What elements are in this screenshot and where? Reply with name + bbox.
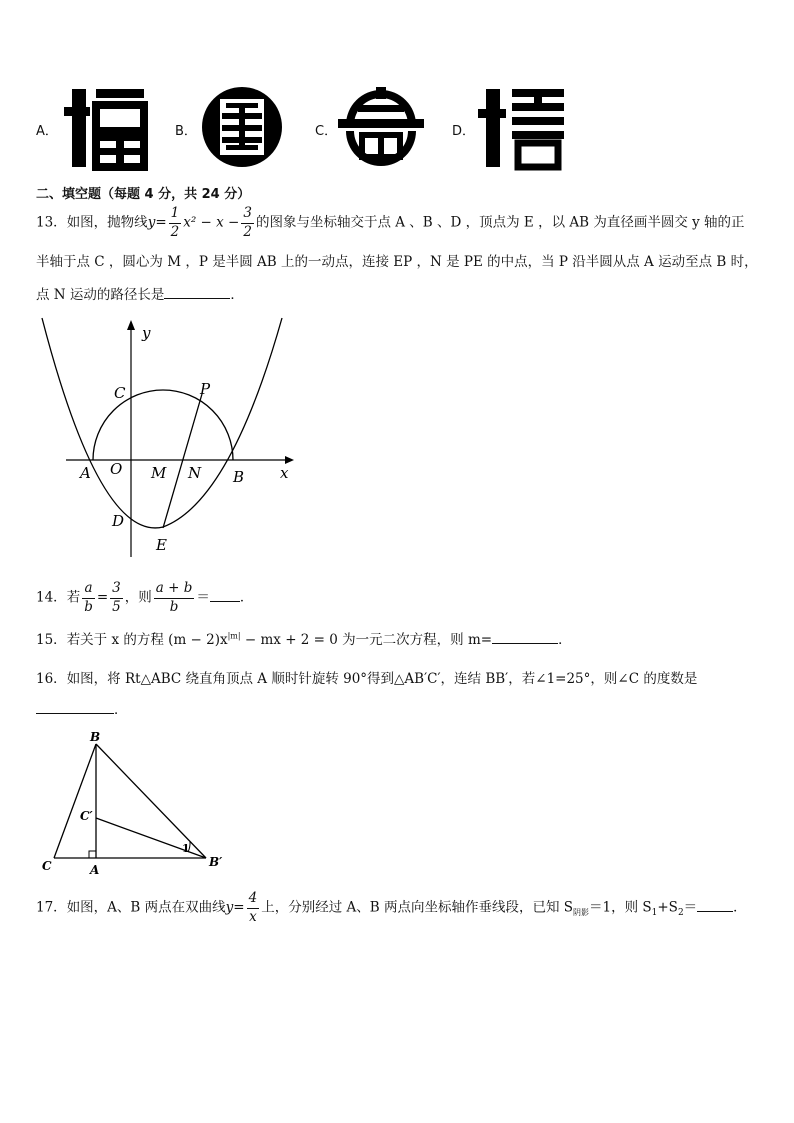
segment-bb1	[96, 744, 206, 858]
y-axis-arrow	[127, 320, 135, 330]
option-d-label: D．	[452, 124, 476, 139]
option-a-label: A．	[36, 124, 58, 139]
parabola-curve	[42, 318, 282, 528]
q13-fraction-three-halves: $\frac{3}{2}$	[243, 205, 252, 240]
label-b: B	[233, 468, 245, 486]
label-p: P	[200, 380, 211, 398]
label-b: B	[90, 730, 101, 744]
label-c: C	[114, 384, 126, 402]
xi-seal-image	[478, 85, 566, 171]
q14-line: 14．若 $\frac{a}{b}$ = $\frac{3}{5}$ ，则 $\frac{a + b}{b}$ ＝ ．	[36, 580, 254, 615]
right-angle-mark	[89, 851, 96, 858]
fu-rich-seal-image	[338, 85, 424, 171]
x-axis-arrow	[285, 456, 294, 464]
q17-line: 17．如图，A、B 两点在双曲线y= $\frac{4}{x}$ 上，分别经过 A、B 两点向坐标轴作垂线段，已知 $S_{阴影}=1$，则 $S_1+S_2=$ ．	[36, 890, 747, 925]
label-d: D	[112, 512, 125, 530]
label-c-prime: C′	[80, 809, 93, 823]
q16-answer-blank[interactable]	[36, 700, 114, 715]
label-e: E	[156, 536, 167, 554]
q16-answer-line: ．	[36, 698, 128, 718]
label-b-prime: B′	[209, 855, 223, 869]
option-b-label: B．	[175, 124, 197, 139]
label-angle-1: 1	[182, 842, 190, 855]
option-c-label: C．	[315, 124, 338, 139]
label-y: y	[142, 324, 151, 342]
section-title: 二、填空题（每题 4 分，共 24 分）	[36, 187, 251, 202]
q15-answer-blank[interactable]	[492, 630, 558, 645]
label-x: x	[280, 464, 289, 482]
q17-fraction-4-over-x: $\frac{4}{x}$	[248, 890, 258, 925]
q15-line: 15．若关于 x 的方程 $(m - 2)x^{|m|}$ − mx + 2 = 0 为一元二次方程，则 m= ．	[36, 631, 572, 648]
label-c: C	[42, 859, 52, 873]
q17-answer-blank[interactable]	[697, 897, 733, 912]
q17-number: 17．	[36, 899, 67, 916]
label-n: N	[188, 464, 202, 482]
q14-fraction-sum: $\frac{a + b}{b}$	[155, 580, 193, 615]
fu-seal-image	[62, 85, 148, 171]
q16-line: 16．如图，将 Rt△ABC 绕直角顶点 A 顺时针旋转 90°得到△AB′C′，连结 BB′，若∠1=25°，则∠C 的度数是	[36, 671, 698, 687]
q13-line-2: 半轴于点 C ，圆心为 M ，P 是半圆 AB 上的一动点，连接 EP ，N 是 PE 的中点，当 P 沿半圆从点 A 运动至点 B 时，	[36, 254, 758, 270]
q14-number: 14．	[36, 589, 67, 606]
q14-fraction-three-fifths: $\frac{3}{5}$	[112, 580, 121, 615]
parabola-figure	[30, 312, 300, 562]
q13-number: 13．	[36, 214, 67, 231]
segment-ep	[163, 394, 202, 528]
triangle-figure	[30, 728, 240, 878]
q15-number: 15．	[36, 632, 67, 648]
q16-number: 16．	[36, 671, 67, 687]
label-a: A	[80, 464, 91, 482]
label-m: M	[151, 464, 167, 482]
label-a: A	[90, 863, 100, 877]
q13-answer-blank[interactable]	[164, 285, 230, 300]
q14-answer-blank[interactable]	[210, 587, 240, 602]
shou-seal-image	[200, 85, 284, 169]
q14-fraction-a-b: $\frac{a}{b}$	[84, 580, 93, 615]
label-o: O	[110, 460, 123, 478]
q13-line-3: 点 N 运动的路径长是 ．	[36, 283, 244, 303]
q13-fraction-half: $\frac{1}{2}$	[170, 205, 180, 240]
q13-line-1: 13．如图，抛物线y= $\frac{1}{2}$ x² − x − $\frac{3}{2}$ 的图象与坐标轴交于点 A 、B 、D ，顶点为 E ，以 AB 为直径画半圆交 y 轴的正	[36, 205, 745, 240]
segment-bc	[54, 744, 96, 858]
